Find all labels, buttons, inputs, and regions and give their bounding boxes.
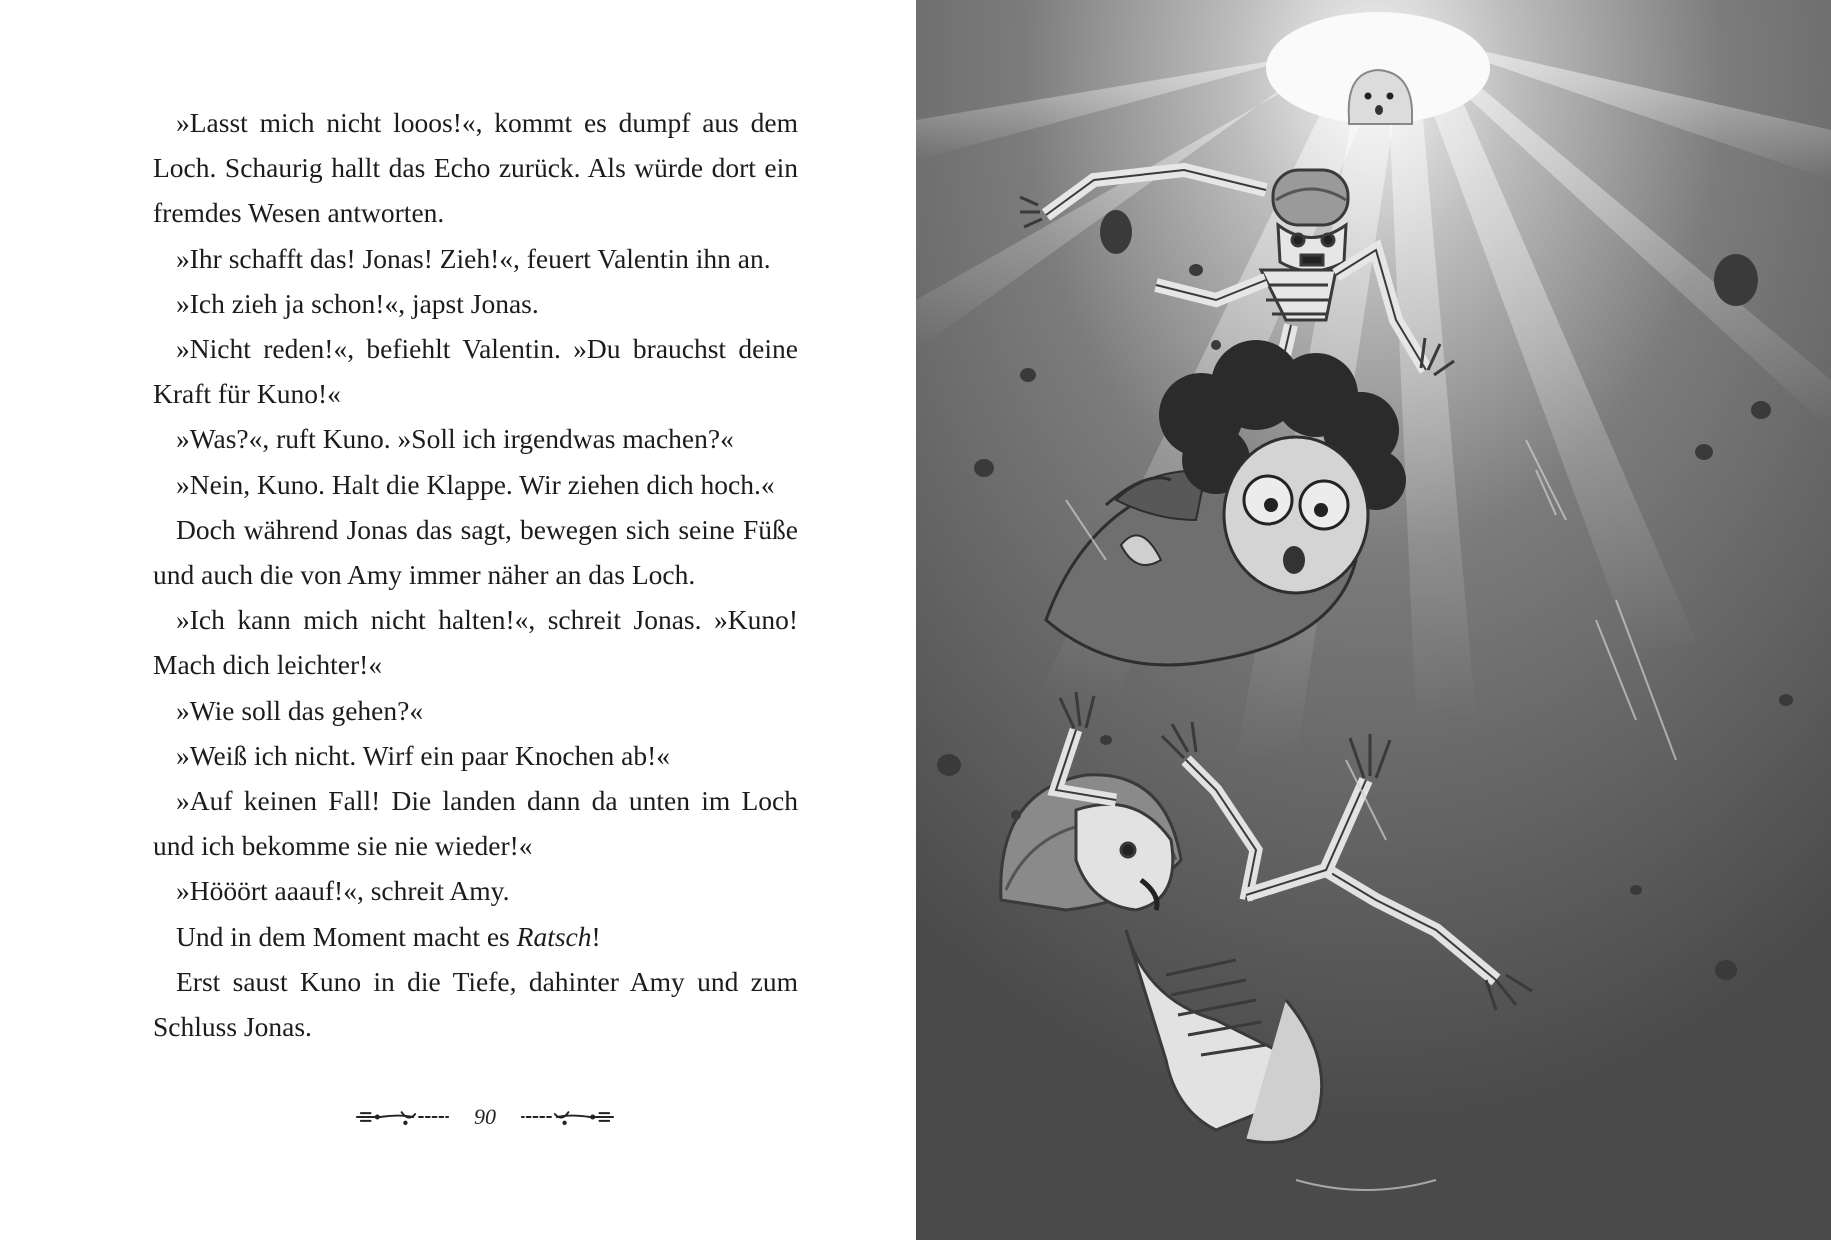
paragraph: »Ich zieh ja schon!«, japst Jonas. xyxy=(176,287,539,319)
paragraph: »Hööört aaauf!«, schreit Amy. xyxy=(176,875,510,907)
right-ornament-icon xyxy=(518,1102,615,1132)
page-number: 90 xyxy=(474,1104,496,1129)
story-text xyxy=(153,100,798,1049)
paragraph: »Ich kann mich nicht halten!«, schreit Jonas. »Kuno! Mach dich leichter!« xyxy=(153,604,798,681)
paragraph: Doch während Jonas das sagt, bewegen sich seine Füße und auch die von Amy immer näher an das Loch. xyxy=(153,513,798,591)
italic-word: Ratsch xyxy=(516,920,592,952)
paragraph: »Nein, Kuno. Halt die Klappe. Wir ziehen dich hoch.« xyxy=(176,468,775,500)
paragraph: »Wie soll das gehen?« xyxy=(176,694,424,726)
falling-scene-illustration xyxy=(916,0,1831,1240)
paragraph: Erst saust Kuno in die Tiefe, dahinter Amy und zum Schluss Jonas. xyxy=(153,965,798,1043)
text-run: Und in dem Moment macht es xyxy=(176,920,517,952)
paragraph: »Nicht reden!«, befiehlt Valentin. »Du brauchst deine Kraft für Kuno!« xyxy=(153,333,798,410)
illustration-page xyxy=(916,0,1831,1240)
paragraph: »Weiß ich nicht. Wirf ein paar Knochen ab!« xyxy=(176,739,671,771)
paragraph: »Lasst mich nicht looos!«, kommt es dumpf aus dem Loch. Schaurig hallt das Echo zurück. Als würde dort ein fremdes Wesen antworten. xyxy=(153,107,798,229)
left-ornament-icon xyxy=(355,1102,452,1132)
paragraph: »Auf keinen Fall! Die landen dann da unten im Loch und ich bekomme sie nie wieder!« xyxy=(153,785,798,862)
page-footer xyxy=(355,1100,615,1134)
paragraph xyxy=(153,914,798,959)
paragraph: »Ihr schafft das! Jonas! Zieh!«, feuert Valentin ihn an. xyxy=(176,242,771,274)
text-run: ! xyxy=(591,920,601,952)
paragraph: »Was?«, ruft Kuno. »Soll ich irgendwas machen?« xyxy=(176,423,734,455)
